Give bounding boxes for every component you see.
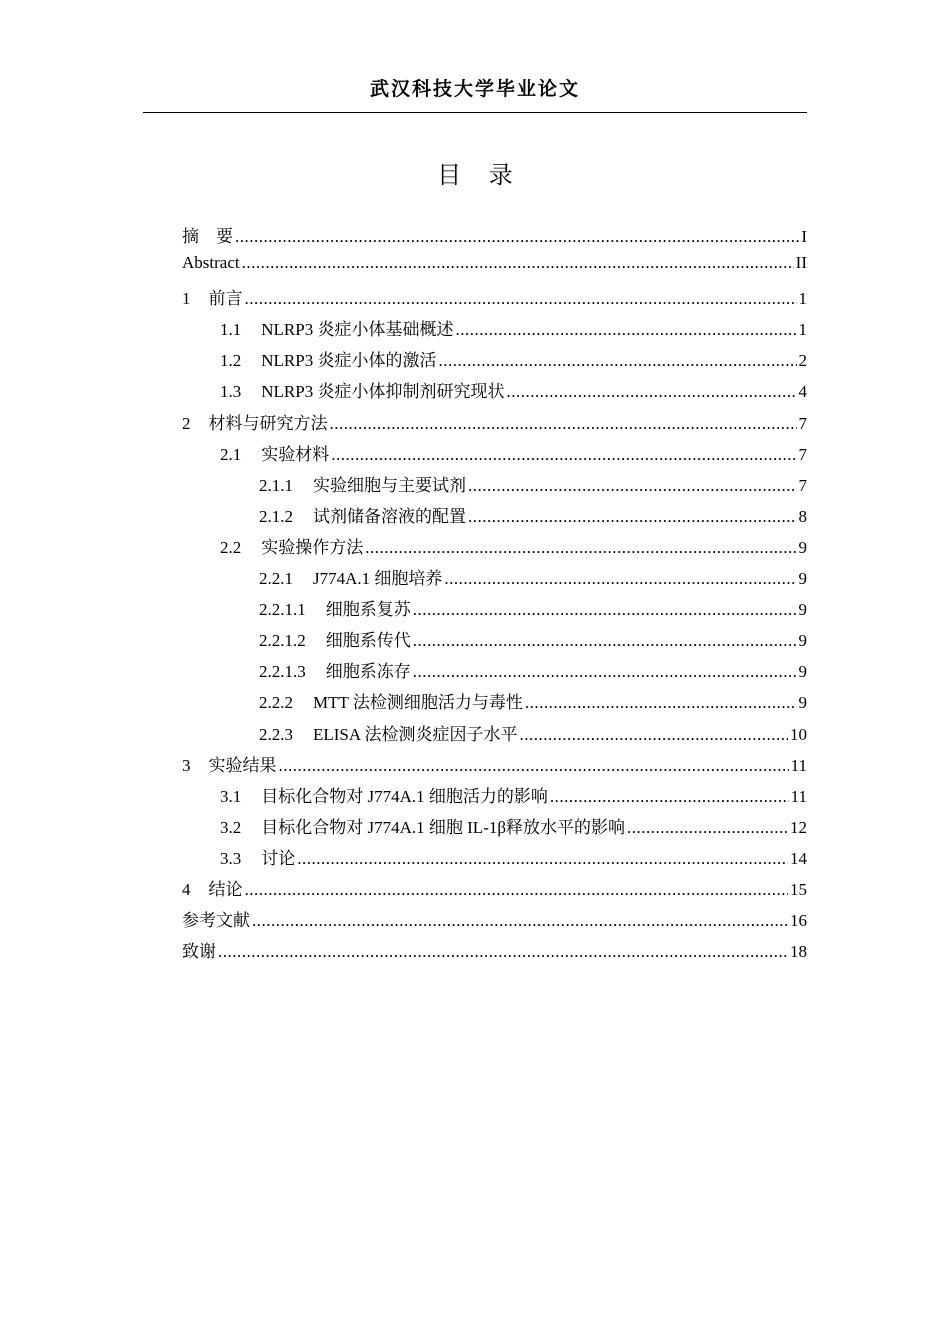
toc-dot-leader bbox=[365, 538, 796, 558]
toc-entry-title: 试剂储备溶液的配置 bbox=[313, 506, 466, 526]
toc-entry-title: 材料与研究方法 bbox=[208, 413, 328, 433]
toc-entry-number: 1.2 bbox=[220, 351, 242, 371]
toc-dot-leader bbox=[455, 320, 796, 340]
toc-entry-title: NLRP3 炎症小体的激活 bbox=[261, 351, 437, 371]
toc-dot-leader bbox=[242, 253, 794, 273]
toc-dot-leader bbox=[331, 445, 796, 465]
toc-entry-title: 实验结果 bbox=[208, 755, 277, 775]
toc-entry[interactable] bbox=[182, 844, 807, 875]
toc-entry-number: 2.2.1.2 bbox=[259, 631, 306, 651]
toc-dot-leader bbox=[468, 476, 797, 496]
toc-entry[interactable] bbox=[182, 471, 807, 502]
toc-dot-leader bbox=[245, 880, 789, 900]
toc-dot-leader bbox=[413, 600, 797, 620]
table-of-contents bbox=[182, 222, 807, 968]
toc-entry-page-number: 9 bbox=[798, 662, 807, 682]
toc-entry-number: 2.2.1 bbox=[259, 569, 293, 589]
toc-entry[interactable] bbox=[182, 346, 807, 377]
toc-entry-title: 实验材料 bbox=[261, 444, 330, 464]
toc-entry-number: 3.1 bbox=[220, 786, 242, 806]
toc-entry-title: 致谢 bbox=[182, 942, 216, 962]
toc-entry[interactable] bbox=[182, 751, 807, 782]
toc-dot-leader bbox=[413, 631, 797, 651]
toc-entry-number: 3 bbox=[182, 755, 191, 775]
toc-entry-page-number: 15 bbox=[790, 879, 807, 899]
toc-entry-page-number: II bbox=[795, 253, 807, 273]
toc-entry-number: 2.2.2 bbox=[259, 693, 293, 713]
toc-entry-page-number: 4 bbox=[798, 382, 807, 402]
toc-entry-title: 细胞系复苏 bbox=[325, 600, 411, 620]
toc-entry[interactable] bbox=[182, 409, 807, 440]
toc-entry[interactable] bbox=[182, 284, 807, 315]
toc-entry-title: 目标化合物对 J774A.1 细胞活力的影响 bbox=[261, 786, 548, 806]
toc-entry-page-number: 1 bbox=[798, 320, 807, 340]
toc-entry-number: 2.2.3 bbox=[259, 724, 293, 744]
toc-entry[interactable] bbox=[182, 626, 807, 657]
toc-entry-page-number: 8 bbox=[798, 506, 807, 526]
toc-entry[interactable] bbox=[182, 720, 807, 751]
toc-entry-title: MTT 法检测细胞活力与毒性 bbox=[313, 693, 523, 713]
toc-dot-leader bbox=[330, 414, 797, 434]
toc-entry-page-number: I bbox=[801, 227, 807, 246]
toc-entry-page-number: 9 bbox=[798, 569, 807, 589]
toc-entry-number: 1 bbox=[182, 289, 191, 309]
toc-entry-page-number: 10 bbox=[790, 724, 807, 744]
toc-entry[interactable] bbox=[182, 440, 807, 471]
toc-entry-title: 结论 bbox=[208, 879, 243, 899]
toc-entry-page-number: 12 bbox=[790, 817, 807, 837]
toc-entry[interactable] bbox=[182, 315, 807, 346]
toc-entry-number: 2.1.1 bbox=[259, 475, 293, 495]
toc-entry-title: 实验细胞与主要试剂 bbox=[313, 475, 466, 495]
toc-entry[interactable] bbox=[182, 377, 807, 408]
toc-entry-number: 2.2.1.3 bbox=[259, 662, 306, 682]
toc-entry-number: 2.2.1.1 bbox=[259, 600, 306, 620]
toc-dot-leader bbox=[245, 289, 797, 309]
toc-entry-page-number: 14 bbox=[790, 848, 807, 868]
toc-dot-leader bbox=[252, 911, 788, 931]
toc-dot-leader bbox=[279, 756, 789, 776]
toc-entry-page-number: 11 bbox=[790, 755, 807, 775]
toc-entry-number: 3.3 bbox=[220, 848, 242, 868]
toc-entry[interactable] bbox=[182, 253, 807, 284]
toc-dot-leader bbox=[506, 382, 796, 402]
toc-entry-title: Abstract bbox=[182, 253, 240, 273]
toc-entry[interactable] bbox=[182, 813, 807, 844]
toc-entry[interactable] bbox=[182, 533, 807, 564]
toc-entry-title: J774A.1 细胞培养 bbox=[313, 569, 443, 589]
toc-entry-page-number: 9 bbox=[798, 631, 807, 651]
toc-entry-page-number: 18 bbox=[790, 942, 807, 962]
toc-entry-page-number: 11 bbox=[790, 786, 807, 806]
toc-entry-page-number: 9 bbox=[798, 693, 807, 713]
toc-entry[interactable] bbox=[182, 564, 807, 595]
toc-entry-title: NLRP3 炎症小体抑制剂研究现状 bbox=[261, 382, 505, 402]
toc-dot-leader bbox=[525, 693, 797, 713]
toc-entry[interactable] bbox=[182, 875, 807, 906]
toc-entry-number: 3.2 bbox=[220, 817, 242, 837]
toc-entry-page-number: 7 bbox=[798, 413, 807, 433]
toc-dot-leader bbox=[413, 662, 797, 682]
toc-entry-number: 4 bbox=[182, 879, 191, 899]
toc-entry-page-number: 7 bbox=[798, 475, 807, 495]
toc-entry-page-number: 7 bbox=[798, 444, 807, 464]
toc-entry-title: 细胞系传代 bbox=[325, 631, 411, 651]
toc-entry-number: 2.1.2 bbox=[259, 506, 293, 526]
toc-entry-title: 目标化合物对 J774A.1 细胞 IL-1β释放水平的影响 bbox=[261, 817, 625, 837]
toc-entry[interactable] bbox=[182, 688, 807, 719]
toc-entry-title: 参考文献 bbox=[182, 911, 250, 931]
toc-entry-title: 细胞系冻存 bbox=[325, 662, 411, 682]
toc-entry-page-number: 9 bbox=[798, 600, 807, 620]
toc-entry[interactable] bbox=[182, 782, 807, 813]
toc-entry[interactable] bbox=[182, 222, 807, 253]
toc-entry[interactable] bbox=[182, 937, 807, 968]
toc-entry-number: 2 bbox=[182, 413, 191, 433]
toc-entry[interactable] bbox=[182, 502, 807, 533]
toc-entry-page-number: 1 bbox=[798, 289, 807, 309]
toc-dot-leader bbox=[235, 227, 799, 247]
toc-dot-leader bbox=[444, 569, 796, 589]
toc-entry-page-number: 9 bbox=[798, 537, 807, 557]
toc-entry[interactable] bbox=[182, 657, 807, 688]
toc-entry-title: ELISA 法检测炎症因子水平 bbox=[313, 724, 518, 744]
toc-entry-number: 1.3 bbox=[220, 382, 242, 402]
toc-dot-leader bbox=[550, 787, 789, 807]
toc-entry-page-number: 16 bbox=[790, 911, 807, 931]
header-divider bbox=[143, 112, 807, 113]
toc-entry-number: 2.1 bbox=[220, 444, 242, 464]
toc-dot-leader bbox=[297, 849, 788, 869]
document-header-title: 武汉科技大学毕业论文 bbox=[369, 78, 580, 100]
toc-entry-title: NLRP3 炎症小体基础概述 bbox=[261, 320, 454, 340]
toc-entry-title: 前言 bbox=[208, 289, 243, 309]
toc-entry[interactable] bbox=[182, 595, 807, 626]
toc-dot-leader bbox=[218, 942, 788, 962]
toc-entry-number: 1.1 bbox=[220, 320, 242, 340]
toc-dot-leader bbox=[468, 507, 797, 527]
toc-entry-title: 实验操作方法 bbox=[261, 537, 364, 557]
toc-entry-page-number: 2 bbox=[798, 351, 807, 371]
toc-entry-title: 摘 要 bbox=[182, 227, 233, 246]
toc-entry[interactable] bbox=[182, 906, 807, 937]
toc-dot-leader bbox=[438, 351, 796, 371]
toc-heading: 目 录 bbox=[437, 161, 523, 189]
toc-entry-number: 2.2 bbox=[220, 537, 242, 557]
toc-dot-leader bbox=[627, 818, 788, 838]
toc-entry-title: 讨论 bbox=[261, 848, 296, 868]
toc-dot-leader bbox=[519, 725, 788, 745]
